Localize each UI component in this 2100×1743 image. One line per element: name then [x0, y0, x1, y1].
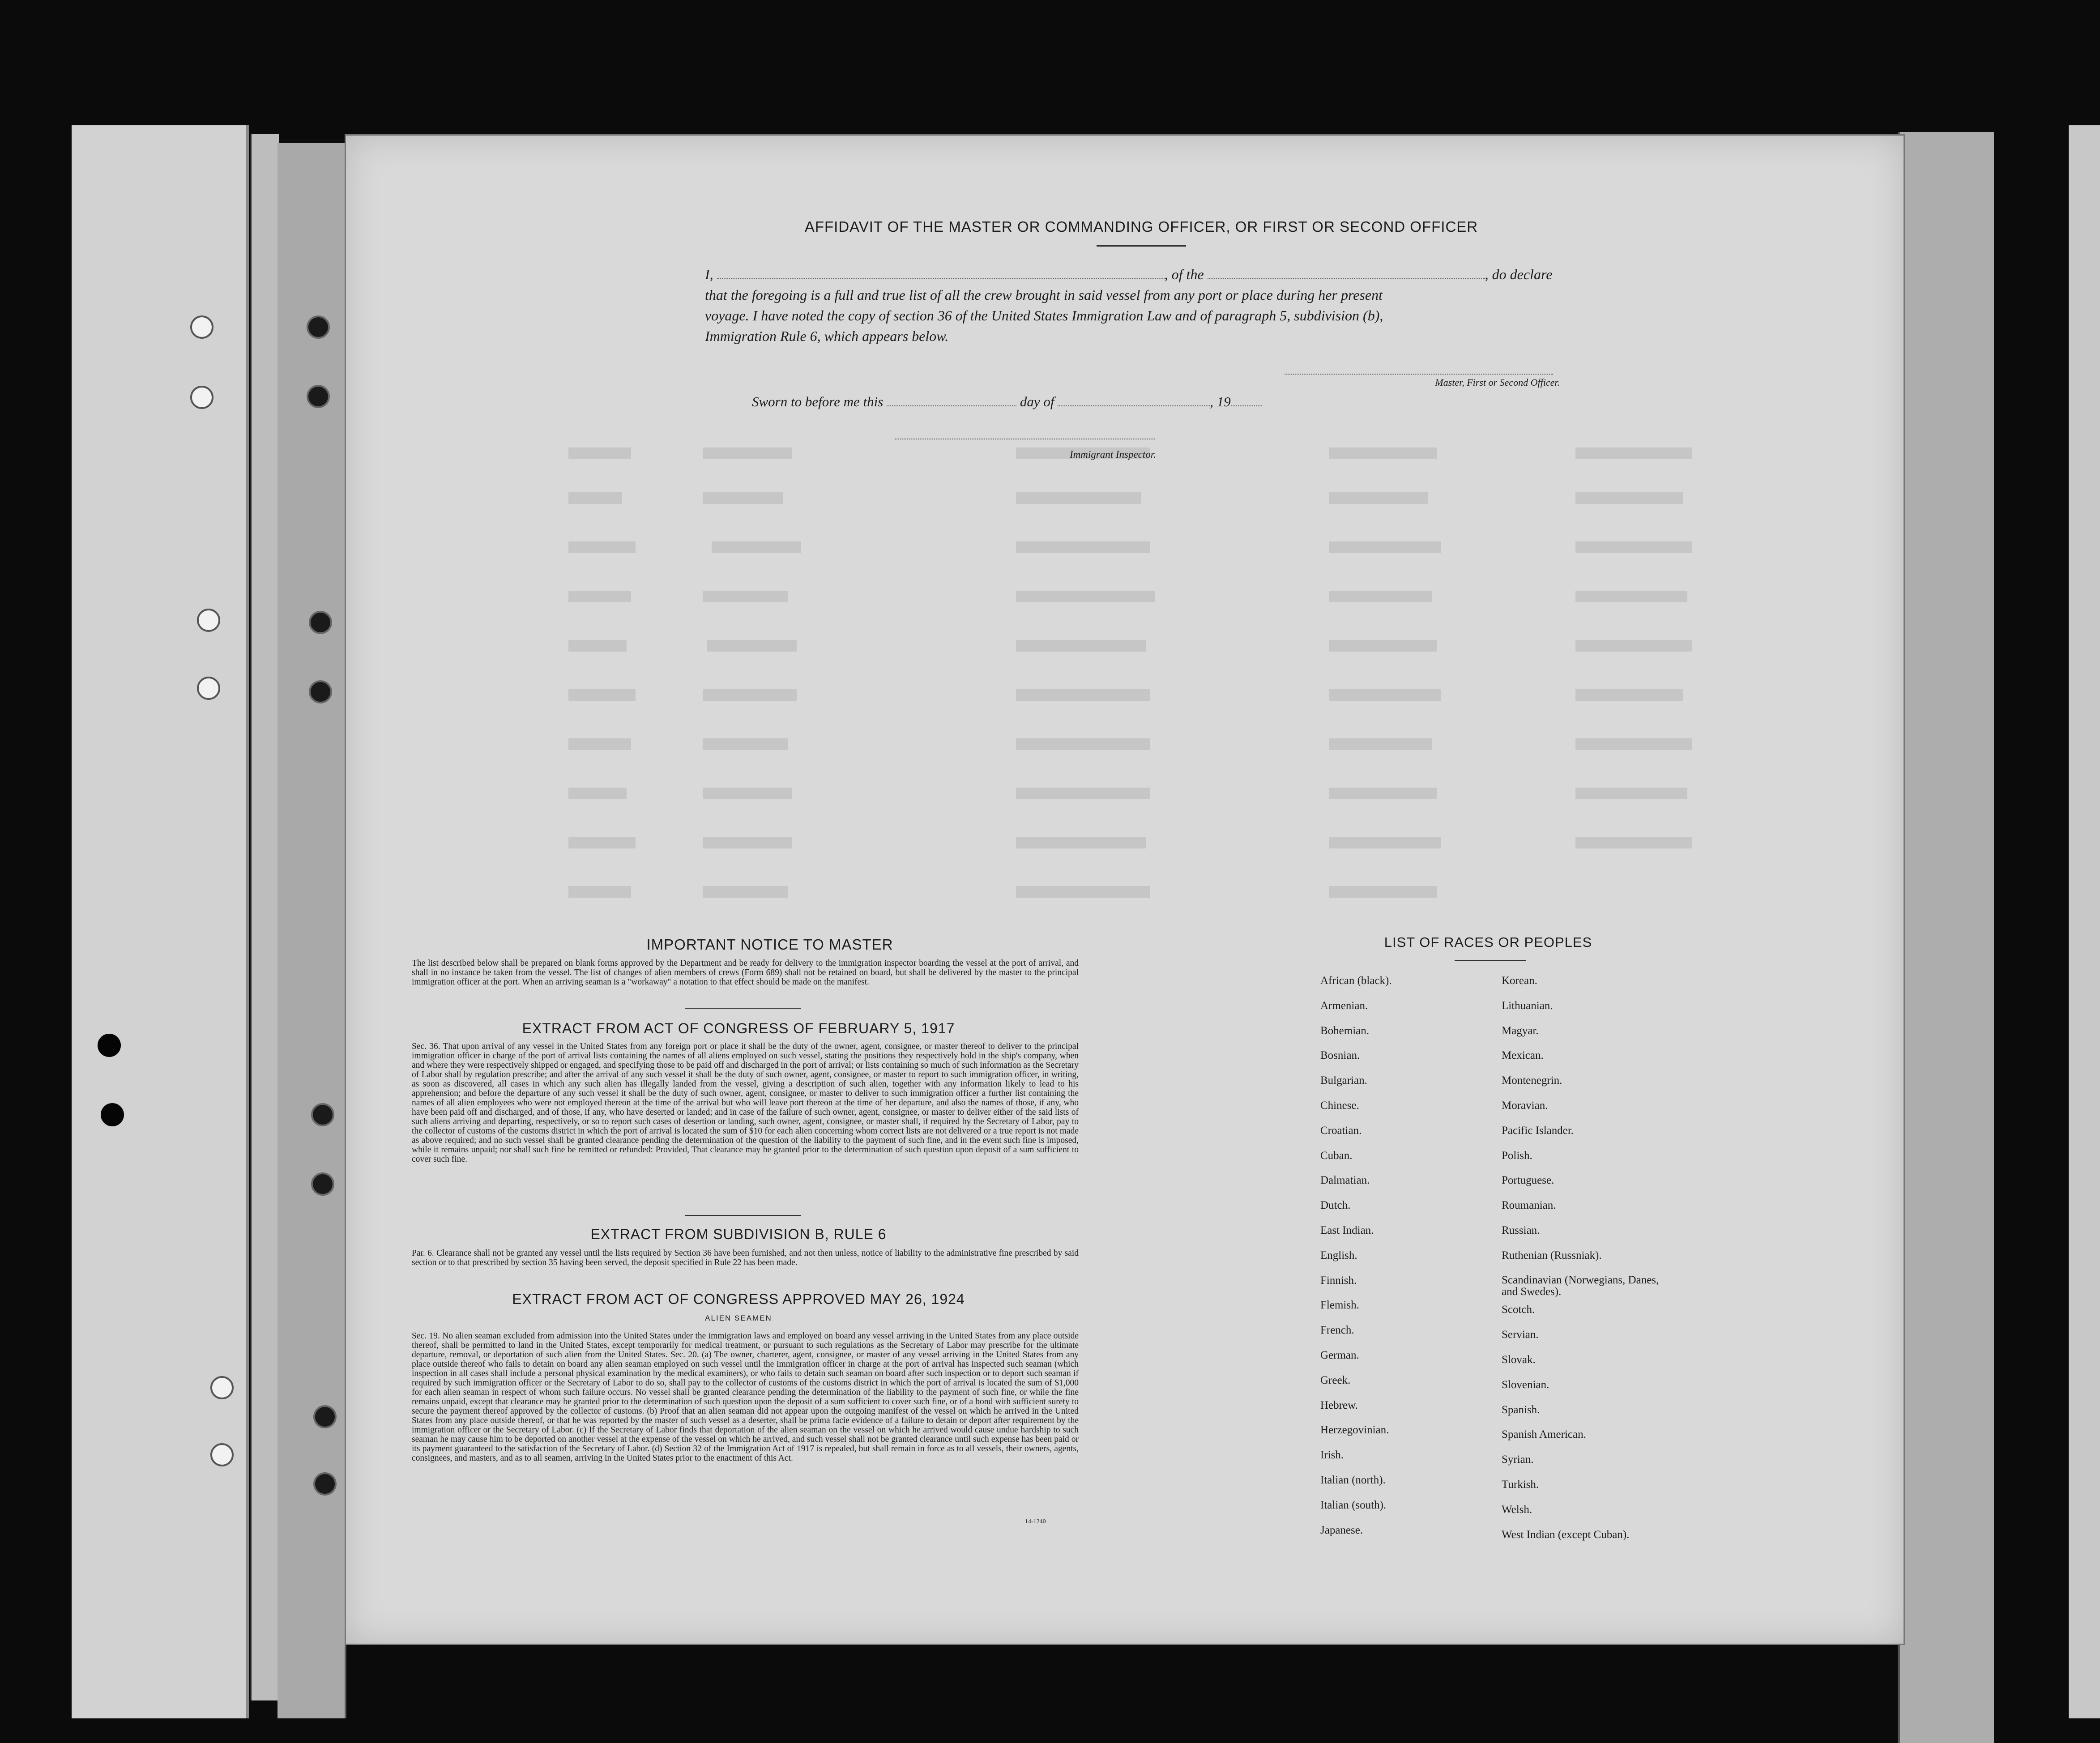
divider — [685, 1215, 801, 1216]
affidavit-line-3: voyage. I have noted the copy of section 36 of the United States Immigration Law and of paragraph 5, subdivision (b), — [705, 307, 1383, 324]
binder-hole — [197, 677, 220, 700]
sworn-year-field[interactable] — [1231, 394, 1262, 406]
race-item: Spanish American. — [1502, 1428, 1586, 1441]
race-item: Italian (south). — [1320, 1499, 1387, 1511]
sworn-day-field[interactable] — [887, 394, 1016, 406]
inspector-label: Immigrant Inspector. — [1070, 449, 1156, 460]
sworn-prefix: Sworn to before me this — [752, 394, 884, 409]
race-item: Spanish. — [1502, 1403, 1540, 1416]
adjacent-page-far-right — [2069, 125, 2100, 1718]
extract-1924-title: EXTRACT FROM ACT OF CONGRESS APPROVED MAY 26, 1924 — [512, 1291, 965, 1307]
race-item: Slovenian. — [1502, 1378, 1549, 1391]
race-item: English. — [1320, 1249, 1357, 1261]
race-item: Dutch. — [1320, 1199, 1351, 1212]
race-item: Croatian. — [1320, 1124, 1362, 1137]
sworn-month-field[interactable] — [1058, 394, 1210, 406]
binder-ring — [309, 680, 332, 703]
race-item: Polish. — [1502, 1149, 1532, 1162]
race-item: Italian (north). — [1320, 1474, 1386, 1486]
race-item: Finnish. — [1320, 1274, 1357, 1287]
binder-ring — [311, 1172, 334, 1196]
extract-1924-body: Sec. 19. No alien seaman excluded from admission into the United States under the immigration laws and employed on board any vessel arriving in the United States from any place outside thereof, shall be permitted to land in the United States, except temporarily for medical treatment, or pursuant to such regulations as the Secretary of Labor may prescribe for the ultimate departure, removal, or deportation of such alien from the United States. Sec. 20. (a) The owner, charterer, agent, consignee, or master of any vessel arriving in the United States from any place outside thereof who fails to detain on board any alien seaman employed on such vessel until the immigration officer in charge at the port of arrival has inspected such seaman (which inspection in all cases shall include a personal physical examination by the medical examiners), or who fails to detain such seaman on board after such inspection or to deport such seaman if required by such immigration officer or the Secretary of Labor to do so, shall pay to the collector of customs of the customs district in which the port of arrival is located the sum of $1,000 for each alien seaman in respect of whom such failure occurs. No vessel shall be granted clearance pending the determination of the liability to the payment of such fine, or while the fine remains unpaid, except that clearance may be granted prior to the determination of such question upon the deposit of a sum sufficient to cover such fine, or of a bond with sufficient surety to secure the payment thereof approved by the collector of customs. (b) Proof that an alien seaman did not appear upon the outgoing manifest of the vessel on which he arrived in the United States from any place outside thereof, or that he was reported by the master of such vessel as a deserter, shall be prima facie evidence of a failure to detain or deport after requirement by the immigration officer or the Secretary of Labor. (c) If the Secretary of Labor finds that deportation of the alien seaman on the vessel on which he arrived would cause undue hardship to such seaman he may cause him to be deported on another vessel at the expense of the vessel on which he arrived, and such vessel shall not be granted clearance until such expense has been paid or its payment guaranteed to the satisfaction of the Secretary of Labor. (d) Section 32 of the Immigration Act of 1917 is repealed, but shall remain in force as to all vessels, their owners, agents, consignees, and masters, and as to all seamen, arriving in the United States prior to the enactment of this Act. — [412, 1331, 1079, 1463]
race-item: Dalmatian. — [1320, 1174, 1370, 1187]
race-item: Korean. — [1502, 975, 1537, 987]
race-item: Roumanian. — [1502, 1199, 1556, 1212]
binder-hole — [210, 1376, 234, 1399]
day-of-label: day of — [1020, 394, 1054, 409]
race-item: Hebrew. — [1320, 1399, 1358, 1411]
race-item: Armenian. — [1320, 999, 1368, 1012]
notice-title: IMPORTANT NOTICE TO MASTER — [646, 936, 893, 953]
race-item: Mexican. — [1502, 1049, 1544, 1062]
extract-rule6-title: EXTRACT FROM SUBDIVISION B, RULE 6 — [590, 1226, 887, 1242]
race-item: Slovak. — [1502, 1354, 1536, 1366]
form-number: 14-1240 — [1025, 1518, 1046, 1525]
divider — [685, 1008, 801, 1009]
page-stack-edge — [251, 134, 279, 1700]
binder-hole — [197, 609, 220, 632]
binder-hole — [98, 1034, 121, 1057]
race-item: Pacific Islander. — [1502, 1124, 1574, 1137]
race-item: African (black). — [1320, 975, 1392, 987]
binder-ring — [309, 611, 332, 634]
binder-ring — [307, 315, 330, 339]
binder-ring — [307, 385, 330, 408]
binder-ring — [311, 1103, 334, 1126]
race-item: Montenegrin. — [1502, 1074, 1562, 1087]
race-item: Turkish. — [1502, 1479, 1539, 1491]
race-item: Greek. — [1320, 1374, 1351, 1386]
binder-hole — [210, 1443, 234, 1466]
officer-signature-label: Master, First or Second Officer. — [1435, 377, 1560, 388]
divider — [1097, 245, 1186, 247]
officer-name-field[interactable] — [717, 267, 1165, 279]
race-item: Bulgarian. — [1320, 1074, 1367, 1087]
officer-signature-field[interactable] — [1285, 374, 1553, 375]
race-item: West Indian (except Cuban). — [1502, 1528, 1630, 1541]
race-item: East Indian. — [1320, 1224, 1374, 1236]
race-item: Portuguese. — [1502, 1174, 1554, 1187]
extract-rule6-body: Par. 6. Clearance shall not be granted any vessel until the lists required by Section 36 have been furnished, and not then unless, notice of liability to the administrative fine prescribed by said section or to that prescribed by section 35 having been served, the deposit specified in Rule 22 has been made. — [412, 1249, 1079, 1267]
divider — [1455, 960, 1526, 961]
race-item: Magyar. — [1502, 1024, 1539, 1037]
race-item: Syrian. — [1502, 1453, 1534, 1466]
affidavit-line-1 — [705, 264, 1578, 285]
extract-1917-title: EXTRACT FROM ACT OF CONGRESS OF FEBRUARY 5, 1917 — [522, 1020, 955, 1036]
race-item: Bohemian. — [1320, 1024, 1370, 1037]
binder-hole — [101, 1103, 124, 1126]
race-item: Servian. — [1502, 1329, 1539, 1341]
race-item: Irish. — [1320, 1449, 1344, 1462]
affidavit-declare-label: , do declare — [1485, 266, 1553, 282]
year-prefix: , 19 — [1210, 394, 1231, 409]
race-item: Chinese. — [1320, 1099, 1359, 1112]
binder-hole — [190, 315, 213, 339]
vessel-name-field[interactable] — [1208, 267, 1485, 279]
race-item: Flemish. — [1320, 1299, 1359, 1312]
adjacent-page-right-edge — [1898, 132, 1994, 1743]
races-title: LIST OF RACES OR PEOPLES — [1384, 934, 1592, 950]
race-item: Moravian. — [1502, 1099, 1548, 1112]
adjacent-page-left — [72, 125, 249, 1718]
binder-hole — [190, 386, 213, 409]
race-item: Lithuanian. — [1502, 999, 1553, 1012]
race-item: Ruthenian (Russniak). — [1502, 1249, 1602, 1261]
race-item: Japanese. — [1320, 1524, 1363, 1536]
notice-body: The list described below shall be prepared on blank forms approved by the Department and be ready for delivery to the immigration inspector boarding the vessel at the port of arrival, and shall in no instance be taken from the vessel. The list of changes of alien members of crews (Form 689) shall not be retained on board, but shall be delivered by the master to the principal immigration officer at the port. When an arriving seaman is a "workaway" a notation to that effect should be made on the manifest. — [412, 959, 1079, 987]
race-item: Russian. — [1502, 1224, 1540, 1236]
race-item: Scandinavian (Norwegians, Danes, and Swedes). — [1502, 1274, 1659, 1298]
affidavit-line-4: Immigration Rule 6, which appears below. — [705, 328, 949, 344]
race-item: Welsh. — [1502, 1503, 1532, 1516]
affidavit-line-2: that the foregoing is a full and true list of all the crew brought in said vessel from any port or place during her present — [705, 287, 1383, 303]
sworn-statement — [752, 394, 1334, 410]
affidavit-title: AFFIDAVIT OF THE MASTER OR COMMANDING OFFICER, OR FIRST OR SECOND OFFICER — [804, 218, 1478, 235]
binder-ring — [313, 1472, 337, 1496]
affidavit-statement — [705, 264, 1578, 346]
race-item: French. — [1320, 1324, 1354, 1337]
race-item: German. — [1320, 1349, 1359, 1361]
affidavit-i-label: I, — [705, 266, 713, 282]
race-item: Cuban. — [1320, 1149, 1353, 1162]
binder-ring — [313, 1405, 337, 1428]
race-item: Scotch. — [1502, 1304, 1535, 1316]
extract-1917-body: Sec. 36. That upon arrival of any vessel in the United States from any foreign port or place it shall be the duty of the owner, agent, consignee, or master thereof to deliver to the principal immigration officer in charge of the port of arrival lists containing the names of all aliens employed on such vessel, stating the positions they respectively hold in the ship's company, when and where they were respectively shipped or engaged, and specifying those to be paid off and discharged in the port of arrival; or lists containing so much of such information as the Secretary of Labor shall by regulation prescribe; and after the arrival of any such vessel it shall be the duty of such owner, agent, consignee, or master to report to such immigration officer, in writing, as soon as discovered, all cases in which any such alien has illegally landed from the vessel, giving a description of such alien, together with any information likely to lead to his apprehension; and before the departure of any such vessel it shall be the duty of such owner, agent, consignee, or master to deliver to such immigration officer a further list containing the names of all alien employees who were not employed thereon at the time of the arrival but who will leave port thereon at the time of her departure, and also the names of those, if any, who have been paid off and discharged, and of those, if any, who have deserted or landed; and in case of the failure of such owner, agent, consignee, or master to deliver either of the said lists of such aliens arriving and departing, respectively, or so to report such cases of desertion or landing, such owner, agent, consignee, or master shall, if required by the Secretary of Labor, pay to the collector of customs of the customs district in which the port of arrival is located the sum of $10 for each alien concerning whom correct lists are not delivered or a true report is not made as above required; and no such vessel shall be granted clearance pending the determination of the question of the liability to the payment of such fine, and in the event such fine is imposed, while it remains unpaid; nor shall such fine be remitted or refunded: Provided, That clearance may be granted prior to the determination of such question upon deposit of a sum sufficient to cover such fine. — [412, 1042, 1079, 1164]
race-item: Herzegovinian. — [1320, 1424, 1389, 1436]
race-item: Bosnian. — [1320, 1049, 1360, 1062]
alien-seamen-subtitle: ALIEN SEAMEN — [705, 1314, 772, 1322]
affidavit-of-the-label: , of the — [1164, 266, 1204, 282]
